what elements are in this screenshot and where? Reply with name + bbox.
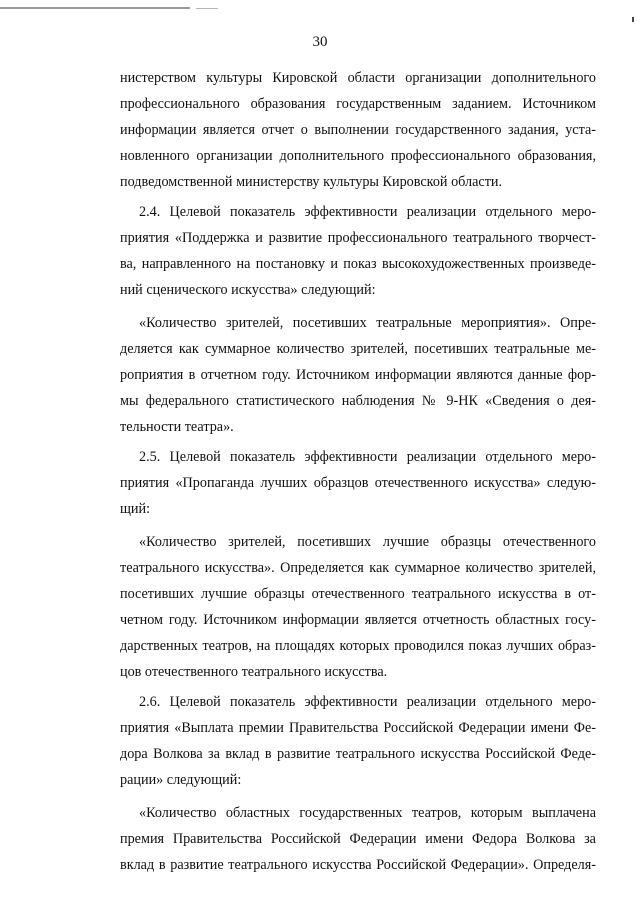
text-line: щий: xyxy=(120,501,151,517)
text-line: 2.4. Целевой показатель эффективности реализации отдельного меро- xyxy=(139,204,596,220)
text-line: «Количество областных государственных театров, которым выплачена xyxy=(139,805,596,821)
text-line: приятия «Пропаганда лучших образцов отечественного искусства» следую- xyxy=(120,475,596,491)
paragraph-section-2-6 xyxy=(120,689,596,793)
text-line: ва, направленного на постановку и показ высокохудожественных произведе- xyxy=(120,256,596,272)
text-line: посетивших лучшие образцы отечественного театрального искусства в от- xyxy=(120,586,596,602)
text-line: «Количество зрителей, посетивших лучшие образцы отечественного xyxy=(139,534,596,550)
text-line: ний сценического искусства» следующий: xyxy=(120,282,376,298)
scan-artifact-line xyxy=(0,7,190,9)
text-line: цов отечественного театрального искусства. xyxy=(120,664,388,680)
paragraph-section-2-5 xyxy=(120,444,596,522)
text-line: приятия «Поддержка и развитие профессионального театрального творчест- xyxy=(120,230,596,246)
text-line: 2.6. Целевой показатель эффективности реализации отдельного меро- xyxy=(139,694,596,710)
text-line: подведомственной министерству культуры Кировской области. xyxy=(120,174,503,190)
paragraph-section-2-4 xyxy=(120,199,596,303)
text-line: «Количество зрителей, посетивших театральные мероприятия». Опре- xyxy=(139,315,596,331)
text-line: новленного организации дополнительного профессионального образования, xyxy=(120,148,596,164)
text-line: тельности театра». xyxy=(120,419,234,435)
paragraph-indicator-description xyxy=(120,310,596,440)
paragraph xyxy=(120,65,596,195)
document-body xyxy=(120,65,596,878)
text-line: театрального искусства». Определяется как суммарное количество зрителей, xyxy=(120,560,596,576)
scan-edge-mark xyxy=(632,17,634,22)
text-line: премия Правительства Российской Федерации имени Федора Волкова за xyxy=(120,831,596,847)
text-line: информации является отчет о выполнении государственного задания, уста- xyxy=(120,122,596,138)
text-line: мы федерального статистического наблюдения № 9-НК «Сведения о дея- xyxy=(120,393,596,409)
text-line: деляется как суммарное количество зрителей, посетивших театральные ме- xyxy=(120,341,596,357)
text-line: вклад в развитие театрального искусства Российской Федерации». Определя- xyxy=(120,857,596,873)
paragraph-indicator-description xyxy=(120,800,596,878)
page-number: 30 xyxy=(312,34,328,50)
text-line: дарственных театров, на площадях которых проводился показ лучших образ- xyxy=(120,638,596,654)
text-line: роприятия в отчетном году. Источником информации являются данные фор- xyxy=(120,367,596,383)
paragraph-indicator-description xyxy=(120,529,596,685)
text-line: приятия «Выплата премии Правительства Российской Федерации имени Фе- xyxy=(120,720,596,736)
text-line: дора Волкова за вклад в развитие театрального искусства Российской Феде- xyxy=(120,746,596,762)
text-line: профессионального образования государственным заданием. Источником xyxy=(120,96,596,112)
scan-artifact-line-short xyxy=(196,8,218,9)
text-line: 2.5. Целевой показатель эффективности реализации отдельного меро- xyxy=(139,449,596,465)
text-line: нистерством культуры Кировской области организации дополнительного xyxy=(120,70,596,86)
text-line: рации» следующий: xyxy=(120,772,242,788)
text-line: четном году. Источником информации является отчетность областных госу- xyxy=(120,612,596,628)
